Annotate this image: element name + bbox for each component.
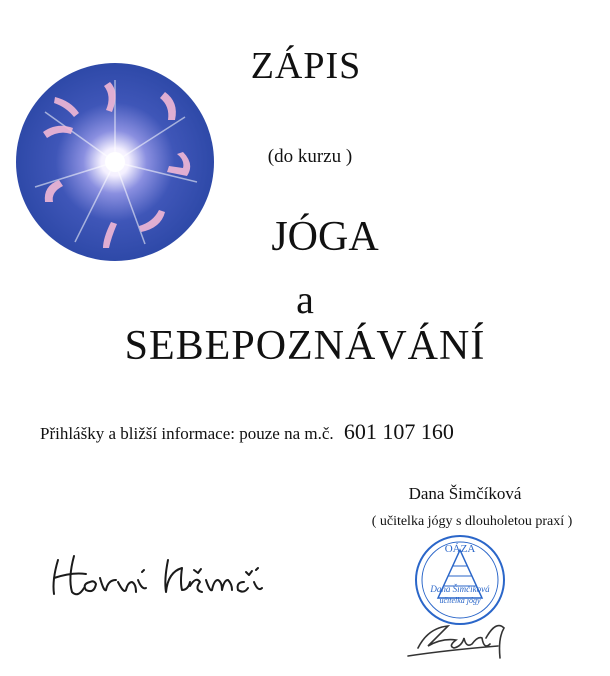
course-title-line-2: a [296, 277, 314, 322]
course-title-line-3: SEBEPOZNÁVÁNÍ [124, 323, 486, 369]
svg-text:učitelka jógy: učitelka jógy [439, 596, 481, 605]
contact-info [40, 419, 580, 445]
teacher-stamp [398, 528, 528, 668]
yoga-sun-logo [15, 62, 215, 262]
svg-text:OÁZA: OÁZA [444, 543, 476, 555]
course-title-line-1: JÓGA [271, 214, 379, 260]
svg-text:Dana Šimčíková: Dana Šimčíková [430, 584, 490, 594]
contact-label: Přihlášky a bližší informace: pouze na m.č. [40, 424, 334, 443]
handwritten-place-name [40, 542, 280, 612]
document-subtitle: (do kurzu ) [267, 146, 353, 167]
phone-number: 601 107 160 [343, 419, 454, 444]
document-title: ZÁPIS [250, 45, 362, 87]
teacher-name: Dana Šimčíková [408, 484, 522, 503]
teacher-role: ( učitelka jógy s dlouholetou praxí ) [371, 514, 573, 529]
